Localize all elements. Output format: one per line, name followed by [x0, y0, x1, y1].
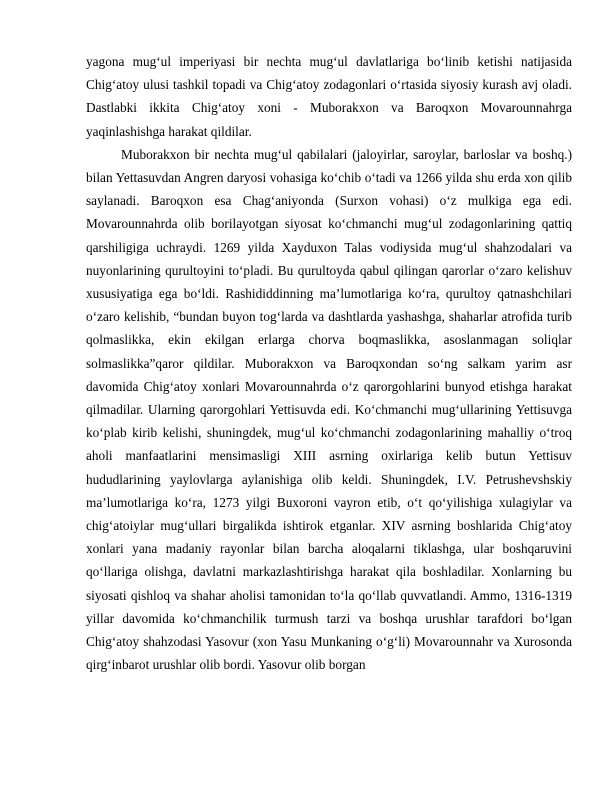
body-text — [86, 50, 572, 676]
paragraph-muborakxon: Muborakxon bir nechta mug‘ul qabilalari (jaloyirlar, saroylar, barloslar va boshq.) bilan Yettasuvdan Angren daryosi vohasiga ko‘chib o‘tadi va 1266 yilda shu erda xon qilib saylanadi. Baroqxon esa Chag‘aniyonda (Surxon vohasi) o‘z mulkiga ega edi. Movarounnahrda olib borilayotgan siyosat ko‘chmanchi mug‘ul zodagonlarining qattiq qarshiligiga uchraydi. 1269 yilda Xayduxon Talas vodiysida mug‘ul shahzodalari va nuyonlarining qurultoyini to‘pladi. Bu qurultoyda qabul qilingan qarorlar o‘zaro kelishuv xususiyatiga ega bo‘ldi. Rashididdinning ma’lumotlariga ko‘ra, qurultoy qatnashchilari o‘zaro kelishib, “bundan buyon tog‘larda va dashtlarda yashashga, shaharlar atrofida turib qolmaslikka, ekin ekilgan erlarga chorva boqmaslikka, asoslanmagan soliqlar solmaslikka”qaror qildilar. Muborakxon va Baroqxondan so‘ng salkam yarim asr davomida Chig‘atoy xonlari Movarounnahrda o‘z qarorgohlarini bunyod etishga harakat qilmadilar. Ularning qarorgohlari Yettisuvda edi. Ko‘chmanchi mug‘ullarining Yettisuvga ko‘plab kirib kelishi, shuningdek, mug‘ul ko‘chmanchi zodagonlarining mahalliy o‘troq aholi manfaatlarini mensimasligi XIII asrning oxirlariga kelib butun Yettisuv hududlarining yaylovlarga aylanishiga olib keldi. Shuningdek, I.V. Petrushevshskiy ma’lumotlariga ko‘ra, 1273 yilgi Buxoroni vayron etib, o‘t qo‘yilishiga xulagiylar va chig‘atoiylar mug‘ullari birgalikda ishtirok etganlar. XIV asrning boshlarida Chig‘atoy xonlari yana madaniy rayonlar bilan barcha aloqalarni tiklashga, ular boshqaruvini qo‘llariga olishga, davlatni markazlashtirishga harakat qila boshladilar. Xonlarning bu siyosati qishloq va shahar aholisi tamonidan to‘la qo‘llab quvvatlandi. Ammo, 1316-1319 yillar davomida ko‘chmanchilik turmush tarzi va boshqa urushlar tarafdori bo‘lgan Chig‘atoy shahzodasi Yasovur (xon Yasu Munkaning o‘g‘li) Movarounnahr va Xurosonda qirg‘inbarot urushlar olib bordi. Yasovur olib borgan — [86, 146, 572, 673]
paragraph-continuation: yagona mug‘ul imperiyasi bir nechta mug‘ul davlatlariga bo‘linib ketishi natijasida Chig‘atoy ulusi tashkil topadi va Chig‘atoy zodagonlari o‘rtasida siyosiy kurash avj oladi. Dastlabki ikkita Chig‘atoy xoni - Muborakxon va Baroqxon Movarounnahrga yaqinlashishga harakat qildilar. — [86, 54, 572, 139]
